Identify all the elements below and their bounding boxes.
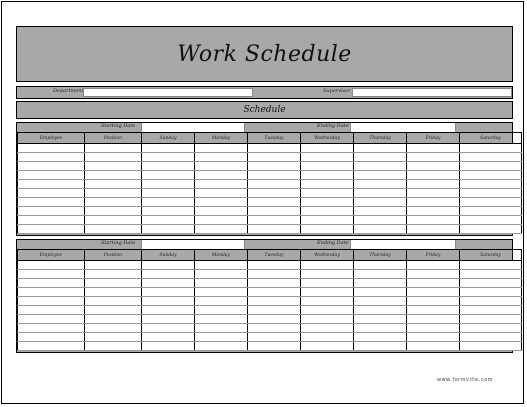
table-row bbox=[18, 207, 522, 216]
schedule-cell[interactable] bbox=[18, 144, 85, 153]
footer-url: www.formville.com bbox=[436, 377, 493, 383]
schedule-cell[interactable] bbox=[195, 306, 248, 315]
table-row bbox=[18, 144, 522, 153]
schedule-cell[interactable] bbox=[301, 180, 354, 189]
schedule-cell[interactable] bbox=[460, 306, 522, 315]
department-row bbox=[16, 86, 513, 99]
schedule-cell[interactable] bbox=[460, 279, 522, 288]
schedule-cell[interactable] bbox=[248, 306, 301, 315]
title-banner bbox=[16, 26, 513, 82]
supervisor-label: Supervisor bbox=[323, 88, 351, 94]
column-header: Thursday bbox=[354, 250, 407, 261]
schedule-cell[interactable] bbox=[85, 153, 142, 162]
schedule-cell[interactable] bbox=[301, 261, 354, 270]
starting-date-field[interactable] bbox=[141, 123, 245, 132]
schedule-cell[interactable] bbox=[460, 324, 522, 333]
schedule-cell[interactable] bbox=[85, 342, 142, 351]
schedule-cell[interactable] bbox=[248, 171, 301, 180]
schedule-cell[interactable] bbox=[195, 297, 248, 306]
schedule-cell[interactable] bbox=[18, 216, 85, 225]
schedule-cell[interactable] bbox=[195, 216, 248, 225]
schedule-cell[interactable] bbox=[85, 324, 142, 333]
schedule-cell[interactable] bbox=[301, 153, 354, 162]
schedule-block-2 bbox=[16, 239, 513, 353]
schedule-cell[interactable] bbox=[142, 297, 195, 306]
schedule-cell[interactable] bbox=[354, 225, 407, 234]
table-row bbox=[18, 153, 522, 162]
schedule-cell[interactable] bbox=[142, 162, 195, 171]
schedule-cell[interactable] bbox=[18, 261, 85, 270]
table-row bbox=[18, 198, 522, 207]
schedule-cell[interactable] bbox=[248, 324, 301, 333]
department-field[interactable] bbox=[83, 88, 253, 97]
schedule-cell[interactable] bbox=[407, 180, 460, 189]
schedule-cell[interactable] bbox=[407, 171, 460, 180]
schedule-cell[interactable] bbox=[301, 288, 354, 297]
schedule-cell[interactable] bbox=[301, 315, 354, 324]
schedule-cell[interactable] bbox=[407, 342, 460, 351]
table-row bbox=[18, 171, 522, 180]
schedule-cell[interactable] bbox=[248, 189, 301, 198]
schedule-cell[interactable] bbox=[354, 153, 407, 162]
column-header: Saturday bbox=[460, 250, 522, 261]
schedule-cell[interactable] bbox=[195, 207, 248, 216]
week-dates-row bbox=[17, 240, 512, 249]
schedule-cell[interactable] bbox=[142, 198, 195, 207]
schedule-cell[interactable] bbox=[460, 225, 522, 234]
schedule-cell[interactable] bbox=[301, 198, 354, 207]
schedule-cell[interactable] bbox=[407, 333, 460, 342]
schedule-cell[interactable] bbox=[354, 162, 407, 171]
schedule-cell[interactable] bbox=[195, 270, 248, 279]
schedule-cell[interactable] bbox=[142, 288, 195, 297]
schedule-cell[interactable] bbox=[460, 270, 522, 279]
ending-date-label: Ending Date bbox=[317, 240, 349, 246]
starting-date-label: Starting Date bbox=[101, 123, 136, 129]
schedule-cell[interactable] bbox=[18, 297, 85, 306]
schedule-cell[interactable] bbox=[85, 171, 142, 180]
schedule-cell[interactable] bbox=[407, 324, 460, 333]
schedule-cell[interactable] bbox=[354, 261, 407, 270]
schedule-cell[interactable] bbox=[301, 333, 354, 342]
column-header: Employee bbox=[18, 250, 85, 261]
table-row bbox=[18, 333, 522, 342]
schedule-cell[interactable] bbox=[248, 153, 301, 162]
schedule-table-1 bbox=[17, 132, 522, 234]
department-label: Department bbox=[53, 88, 84, 94]
schedule-cell[interactable] bbox=[460, 153, 522, 162]
table-row bbox=[18, 261, 522, 270]
schedule-cell[interactable] bbox=[301, 216, 354, 225]
schedule-cell[interactable] bbox=[18, 153, 85, 162]
schedule-cell[interactable] bbox=[195, 144, 248, 153]
schedule-cell[interactable] bbox=[407, 297, 460, 306]
table-row bbox=[18, 180, 522, 189]
schedule-cell[interactable] bbox=[85, 279, 142, 288]
schedule-cell[interactable] bbox=[195, 189, 248, 198]
schedule-cell[interactable] bbox=[195, 315, 248, 324]
column-header: Friday bbox=[407, 250, 460, 261]
schedule-cell[interactable] bbox=[142, 225, 195, 234]
schedule-cell[interactable] bbox=[18, 189, 85, 198]
schedule-cell[interactable] bbox=[407, 306, 460, 315]
schedule-cell[interactable] bbox=[301, 225, 354, 234]
schedule-cell[interactable] bbox=[460, 144, 522, 153]
schedule-cell[interactable] bbox=[18, 315, 85, 324]
schedule-cell[interactable] bbox=[85, 180, 142, 189]
schedule-cell[interactable] bbox=[142, 189, 195, 198]
schedule-cell[interactable] bbox=[18, 270, 85, 279]
starting-date-label: Starting Date bbox=[101, 240, 136, 246]
table-row bbox=[18, 288, 522, 297]
schedule-cell[interactable] bbox=[142, 306, 195, 315]
schedule-cell[interactable] bbox=[85, 333, 142, 342]
page-title: Work Schedule bbox=[177, 41, 352, 67]
schedule-cell[interactable] bbox=[142, 171, 195, 180]
schedule-cell[interactable] bbox=[142, 144, 195, 153]
schedule-cell[interactable] bbox=[354, 144, 407, 153]
schedule-cell[interactable] bbox=[354, 315, 407, 324]
schedule-cell[interactable] bbox=[354, 279, 407, 288]
supervisor-field[interactable] bbox=[352, 88, 512, 97]
schedule-cell[interactable] bbox=[354, 270, 407, 279]
schedule-cell[interactable] bbox=[460, 180, 522, 189]
schedule-cell[interactable] bbox=[301, 306, 354, 315]
schedule-cell[interactable] bbox=[301, 279, 354, 288]
schedule-cell[interactable] bbox=[460, 171, 522, 180]
schedule-cell[interactable] bbox=[354, 342, 407, 351]
schedule-cell[interactable] bbox=[142, 261, 195, 270]
schedule-cell[interactable] bbox=[85, 315, 142, 324]
column-header: Employee bbox=[18, 133, 85, 144]
table-row bbox=[18, 162, 522, 171]
schedule-cell[interactable] bbox=[460, 288, 522, 297]
schedule-cell[interactable] bbox=[460, 198, 522, 207]
column-header: Position bbox=[85, 133, 142, 144]
schedule-cell[interactable] bbox=[85, 198, 142, 207]
schedule-cell[interactable] bbox=[460, 216, 522, 225]
schedule-cell[interactable] bbox=[301, 171, 354, 180]
column-header: Monday bbox=[195, 133, 248, 144]
schedule-cell[interactable] bbox=[460, 315, 522, 324]
schedule-cell[interactable] bbox=[18, 180, 85, 189]
schedule-cell[interactable] bbox=[407, 153, 460, 162]
column-header: Monday bbox=[195, 250, 248, 261]
schedule-cell[interactable] bbox=[248, 144, 301, 153]
schedule-cell[interactable] bbox=[407, 216, 460, 225]
schedule-cell[interactable] bbox=[407, 189, 460, 198]
column-header: Tuesday bbox=[248, 133, 301, 144]
schedule-block-1 bbox=[16, 122, 513, 236]
schedule-header bbox=[16, 101, 513, 119]
schedule-cell[interactable] bbox=[354, 189, 407, 198]
schedule-cell[interactable] bbox=[301, 189, 354, 198]
table-row bbox=[18, 306, 522, 315]
week-dates-row bbox=[17, 123, 512, 132]
column-header: Tuesday bbox=[248, 250, 301, 261]
schedule-cell[interactable] bbox=[195, 333, 248, 342]
schedule-cell[interactable] bbox=[248, 180, 301, 189]
schedule-cell[interactable] bbox=[248, 198, 301, 207]
schedule-cell[interactable] bbox=[460, 189, 522, 198]
schedule-cell[interactable] bbox=[195, 180, 248, 189]
schedule-cell[interactable] bbox=[248, 216, 301, 225]
schedule-cell[interactable] bbox=[85, 189, 142, 198]
schedule-cell[interactable] bbox=[460, 162, 522, 171]
column-header: Position bbox=[85, 250, 142, 261]
schedule-cell[interactable] bbox=[407, 270, 460, 279]
schedule-cell[interactable] bbox=[85, 306, 142, 315]
schedule-cell[interactable] bbox=[407, 207, 460, 216]
table-row bbox=[18, 270, 522, 279]
schedule-label: Schedule bbox=[243, 105, 286, 115]
schedule-cell[interactable] bbox=[248, 207, 301, 216]
schedule-cell[interactable] bbox=[248, 261, 301, 270]
schedule-cell[interactable] bbox=[195, 261, 248, 270]
schedule-cell[interactable] bbox=[460, 207, 522, 216]
schedule-cell[interactable] bbox=[142, 324, 195, 333]
schedule-cell[interactable] bbox=[85, 225, 142, 234]
schedule-cell[interactable] bbox=[142, 207, 195, 216]
schedule-cell[interactable] bbox=[18, 225, 85, 234]
schedule-cell[interactable] bbox=[142, 333, 195, 342]
schedule-cell[interactable] bbox=[407, 198, 460, 207]
schedule-cell[interactable] bbox=[142, 279, 195, 288]
schedule-cell[interactable] bbox=[18, 306, 85, 315]
schedule-cell[interactable] bbox=[18, 324, 85, 333]
schedule-cell[interactable] bbox=[18, 342, 85, 351]
schedule-cell[interactable] bbox=[301, 297, 354, 306]
schedule-cell[interactable] bbox=[85, 144, 142, 153]
schedule-cell[interactable] bbox=[407, 315, 460, 324]
schedule-cell[interactable] bbox=[18, 198, 85, 207]
schedule-cell[interactable] bbox=[85, 270, 142, 279]
schedule-cell[interactable] bbox=[195, 198, 248, 207]
schedule-cell[interactable] bbox=[248, 270, 301, 279]
ending-date-field[interactable] bbox=[350, 123, 456, 132]
table-row bbox=[18, 216, 522, 225]
schedule-cell[interactable] bbox=[248, 315, 301, 324]
schedule-cell[interactable] bbox=[18, 288, 85, 297]
schedule-cell[interactable] bbox=[354, 198, 407, 207]
schedule-cell[interactable] bbox=[248, 297, 301, 306]
schedule-cell[interactable] bbox=[195, 153, 248, 162]
schedule-cell[interactable] bbox=[85, 216, 142, 225]
schedule-cell[interactable] bbox=[18, 162, 85, 171]
schedule-cell[interactable] bbox=[354, 216, 407, 225]
schedule-cell[interactable] bbox=[354, 333, 407, 342]
schedule-cell[interactable] bbox=[142, 270, 195, 279]
schedule-cell[interactable] bbox=[248, 342, 301, 351]
schedule-cell[interactable] bbox=[248, 225, 301, 234]
ending-date-field[interactable] bbox=[350, 240, 456, 249]
schedule-cell[interactable] bbox=[301, 162, 354, 171]
table-row bbox=[18, 225, 522, 234]
ending-date-label: Ending Date bbox=[317, 123, 349, 129]
table-row bbox=[18, 315, 522, 324]
schedule-cell[interactable] bbox=[460, 333, 522, 342]
schedule-table-2 bbox=[17, 249, 522, 351]
schedule-cell[interactable] bbox=[354, 324, 407, 333]
schedule-cell[interactable] bbox=[301, 324, 354, 333]
schedule-cell[interactable] bbox=[301, 270, 354, 279]
schedule-cell[interactable] bbox=[460, 261, 522, 270]
schedule-cell[interactable] bbox=[85, 288, 142, 297]
schedule-cell[interactable] bbox=[85, 261, 142, 270]
schedule-cell[interactable] bbox=[142, 153, 195, 162]
schedule-cell[interactable] bbox=[195, 225, 248, 234]
schedule-cell[interactable] bbox=[354, 297, 407, 306]
column-header: Wednesday bbox=[301, 250, 354, 261]
schedule-cell[interactable] bbox=[195, 288, 248, 297]
schedule-cell[interactable] bbox=[195, 342, 248, 351]
schedule-cell[interactable] bbox=[248, 162, 301, 171]
schedule-cell[interactable] bbox=[142, 180, 195, 189]
schedule-cell[interactable] bbox=[354, 180, 407, 189]
schedule-cell[interactable] bbox=[142, 216, 195, 225]
schedule-cell[interactable] bbox=[195, 324, 248, 333]
schedule-cell[interactable] bbox=[460, 297, 522, 306]
schedule-cell[interactable] bbox=[407, 279, 460, 288]
schedule-cell[interactable] bbox=[301, 144, 354, 153]
schedule-cell[interactable] bbox=[407, 261, 460, 270]
schedule-cell[interactable] bbox=[195, 171, 248, 180]
column-header: Thursday bbox=[354, 133, 407, 144]
schedule-cell[interactable] bbox=[354, 288, 407, 297]
table-row bbox=[18, 324, 522, 333]
schedule-cell[interactable] bbox=[407, 144, 460, 153]
schedule-cell[interactable] bbox=[195, 162, 248, 171]
schedule-cell[interactable] bbox=[195, 279, 248, 288]
schedule-cell[interactable] bbox=[18, 207, 85, 216]
schedule-cell[interactable] bbox=[85, 162, 142, 171]
schedule-cell[interactable] bbox=[248, 288, 301, 297]
schedule-page bbox=[1, 1, 524, 404]
schedule-cell[interactable] bbox=[18, 279, 85, 288]
schedule-cell[interactable] bbox=[85, 297, 142, 306]
schedule-cell[interactable] bbox=[142, 342, 195, 351]
schedule-cell[interactable] bbox=[248, 333, 301, 342]
schedule-cell[interactable] bbox=[407, 162, 460, 171]
schedule-cell[interactable] bbox=[301, 342, 354, 351]
schedule-cell[interactable] bbox=[18, 333, 85, 342]
column-header: Saturday bbox=[460, 133, 522, 144]
table-row bbox=[18, 342, 522, 351]
table-row bbox=[18, 297, 522, 306]
schedule-cell[interactable] bbox=[248, 279, 301, 288]
column-header: Wednesday bbox=[301, 133, 354, 144]
schedule-cell[interactable] bbox=[354, 207, 407, 216]
schedule-cell[interactable] bbox=[407, 288, 460, 297]
schedule-cell[interactable] bbox=[301, 207, 354, 216]
schedule-cell[interactable] bbox=[407, 225, 460, 234]
table-row bbox=[18, 189, 522, 198]
column-header: Friday bbox=[407, 133, 460, 144]
schedule-cell[interactable] bbox=[460, 342, 522, 351]
column-header: Sunday bbox=[142, 250, 195, 261]
schedule-cell[interactable] bbox=[142, 315, 195, 324]
table-row bbox=[18, 279, 522, 288]
column-header: Sunday bbox=[142, 133, 195, 144]
starting-date-field[interactable] bbox=[141, 240, 245, 249]
schedule-cell[interactable] bbox=[354, 171, 407, 180]
schedule-cell[interactable] bbox=[18, 171, 85, 180]
schedule-cell[interactable] bbox=[85, 207, 142, 216]
schedule-cell[interactable] bbox=[354, 306, 407, 315]
